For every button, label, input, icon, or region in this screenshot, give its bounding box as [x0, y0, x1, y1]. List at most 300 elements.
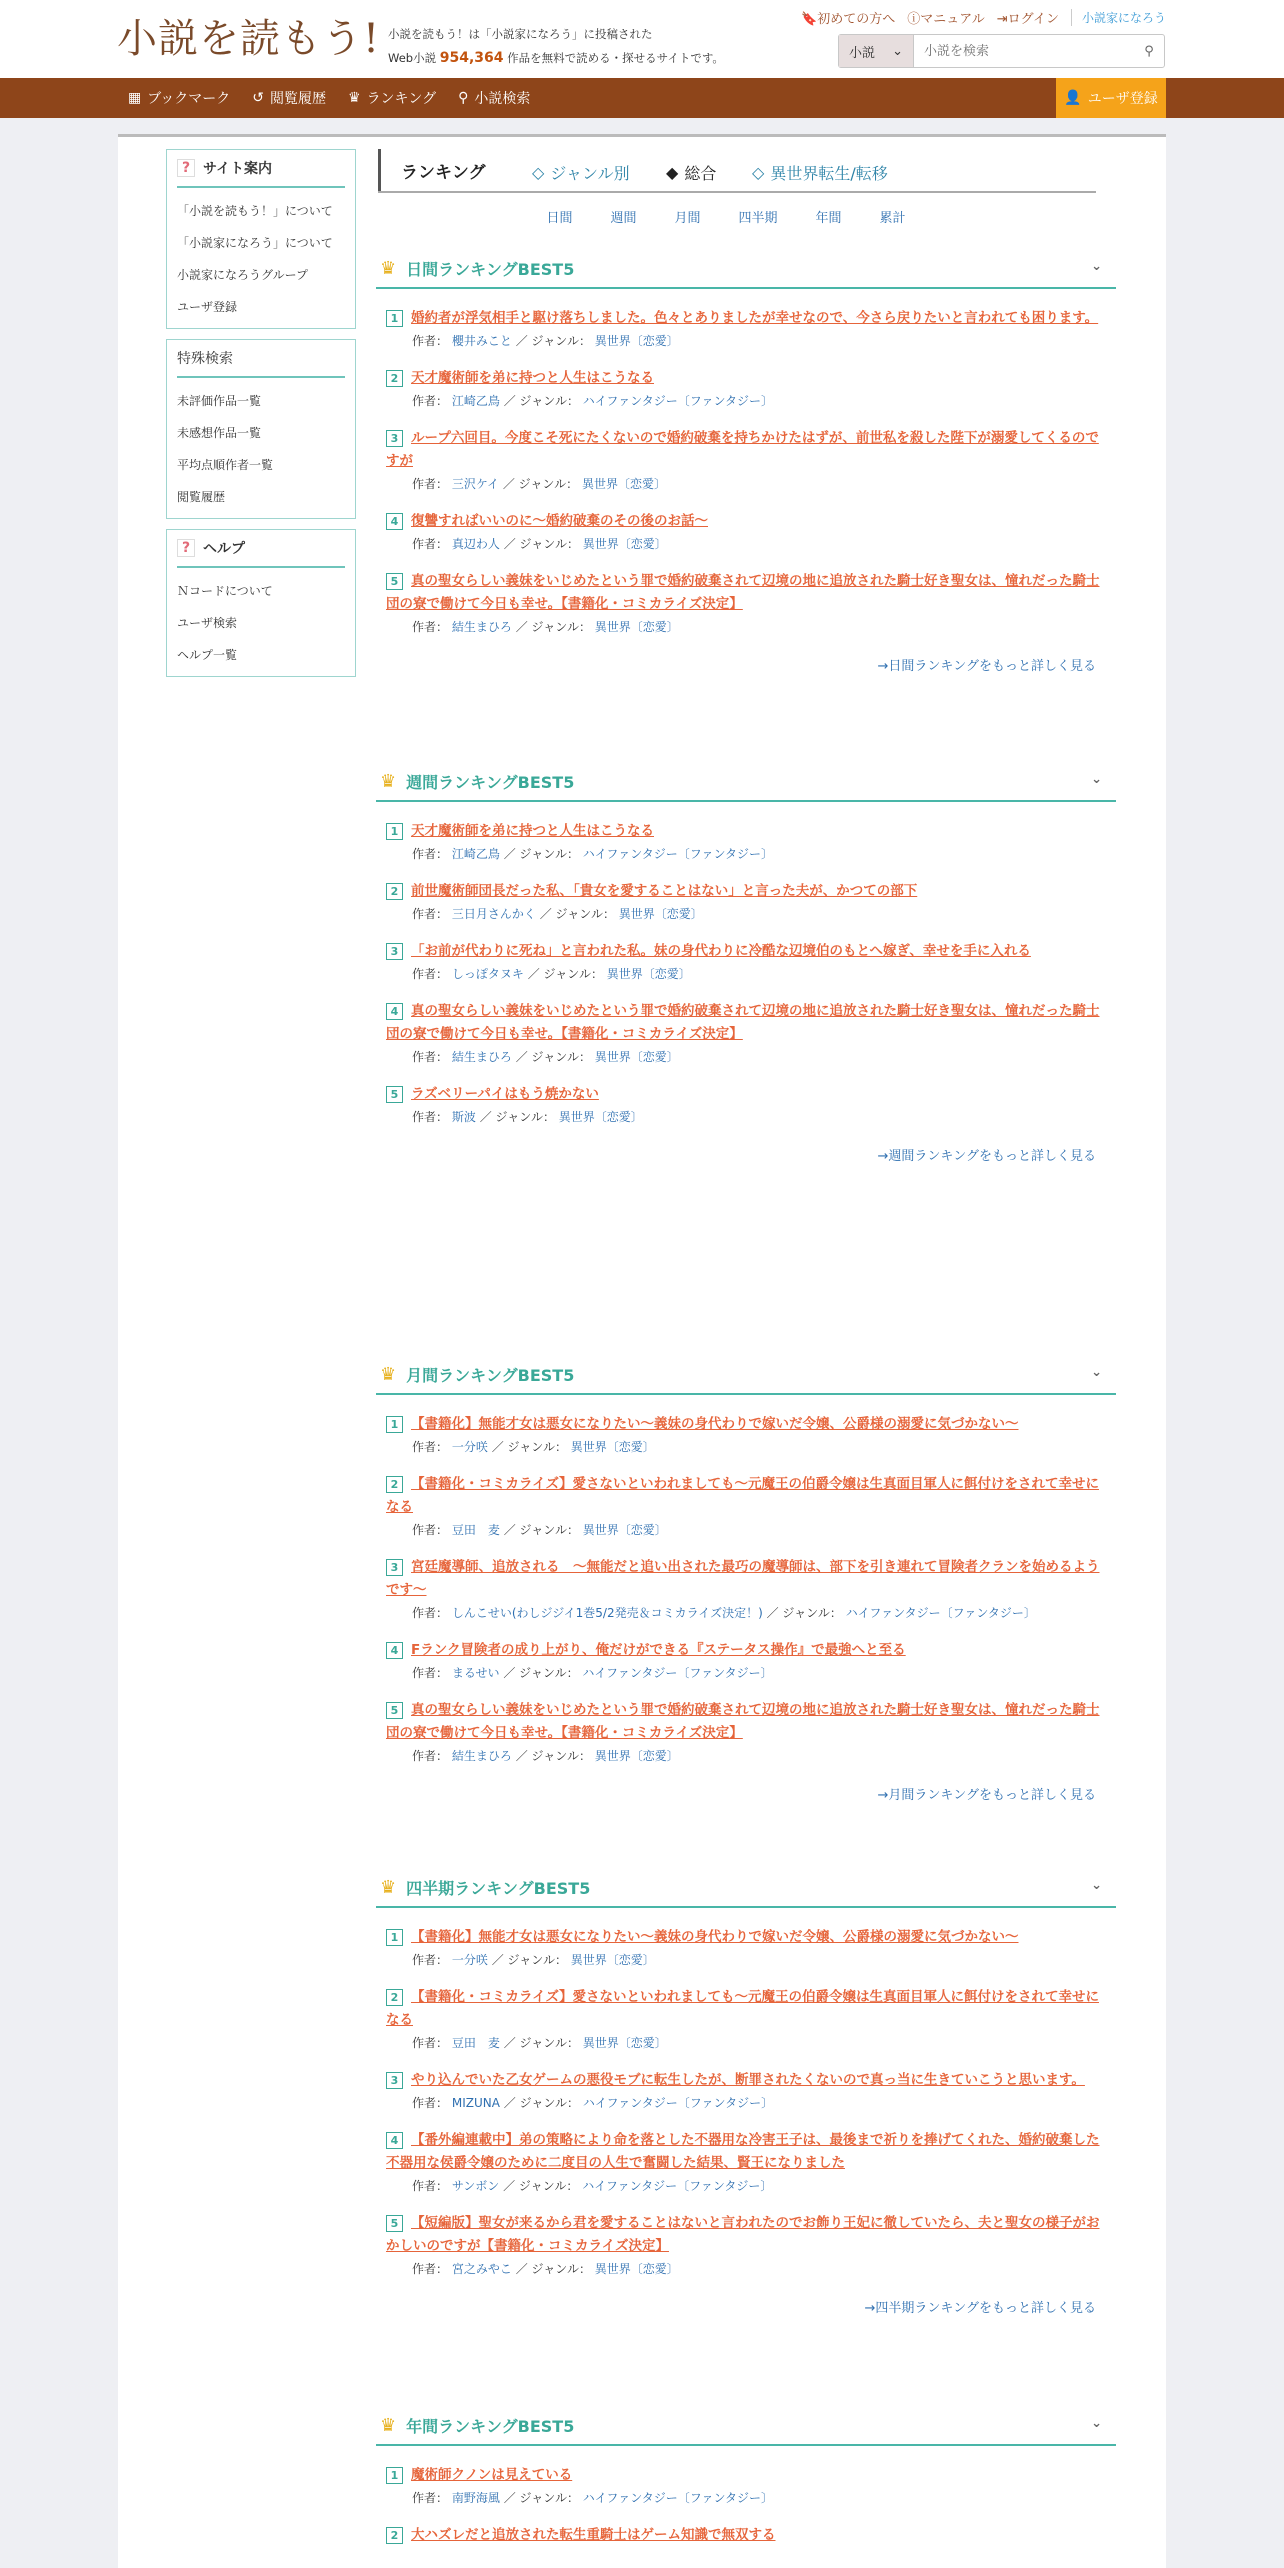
- subtab-cumulative[interactable]: 累計: [879, 211, 906, 226]
- author-link[interactable]: しっぽタヌキ: [451, 967, 524, 981]
- tab-overall[interactable]: [666, 161, 716, 184]
- novel-meta: [412, 1951, 1106, 1968]
- novel-title-link[interactable]: [386, 2072, 1085, 2088]
- content-container: [118, 134, 1166, 2568]
- history-icon: ↺: [252, 90, 264, 106]
- ranking-section: [376, 1868, 1116, 2316]
- novel-meta: [412, 392, 1106, 409]
- genre-label: ／ ジャンル：: [515, 2262, 591, 2276]
- crown-icon: ♛: [380, 2414, 397, 2436]
- novel-title: 【書籍化】無能才女は悪女になりたい～義妹の身代わりで嫁いだ令嬢、公爵様の溺愛に気づかない～: [411, 1416, 1019, 1432]
- genre-label: ／ ジャンル：: [515, 1749, 591, 1763]
- period-subtabs: [376, 207, 1116, 226]
- author-link[interactable]: 江崎乙鳥: [451, 394, 500, 408]
- novel-title-link[interactable]: [386, 1702, 1100, 1741]
- author-label: 作者：: [412, 907, 449, 921]
- ranking-entry: [386, 427, 1106, 492]
- more-ranking-link[interactable]: →月間ランキングをもっと詳しく見る: [877, 1788, 1096, 1803]
- ranking-entry: [386, 307, 1106, 349]
- login-label: ログイン: [1007, 12, 1059, 27]
- subtab-quarterly[interactable]: 四半期: [738, 211, 778, 226]
- first-visit-link[interactable]: [801, 8, 895, 27]
- sidebar-special-search: [166, 339, 356, 519]
- rank-badge: 4: [386, 1642, 403, 1659]
- author-link[interactable]: 結生まひろ: [451, 1749, 512, 1763]
- ranking-entry: [386, 1926, 1106, 1968]
- section-title: 四半期ランキングBEST5: [406, 1878, 591, 1898]
- genre-label: ／ ジャンル：: [503, 2179, 579, 2193]
- nav-search[interactable]: [458, 88, 530, 108]
- sidebar-site-guide: [166, 149, 356, 329]
- novel-title: 【書籍化・コミカライズ】愛さないといわれましても～元魔王の伯爵令嬢は生真面目軍人に餌付けをされて幸せになる: [386, 1476, 1099, 1515]
- novel-meta: [412, 1108, 1106, 1125]
- site-header: [0, 0, 1284, 78]
- genre-label: ／ ジャンル：: [491, 1440, 567, 1454]
- novel-title-link[interactable]: [386, 2132, 1100, 2171]
- chevron-down-icon: ⌄: [892, 43, 903, 59]
- ranking-entry: [386, 1699, 1106, 1764]
- genre-link[interactable]: 異世界〔恋愛〕: [582, 2036, 667, 2050]
- novel-title-link[interactable]: [386, 1559, 1100, 1598]
- main-nav: [0, 78, 1284, 118]
- rank-badge: 3: [386, 943, 403, 960]
- author-label: 作者：: [412, 334, 449, 348]
- ranking-entry: [386, 1000, 1106, 1065]
- novel-meta: [412, 965, 1106, 982]
- nav-ranking-label: ランキング: [366, 91, 437, 107]
- crown-icon: ♛: [348, 90, 361, 106]
- novel-meta: [412, 332, 1106, 349]
- author-link[interactable]: 宮之みやこ: [451, 2262, 512, 2276]
- crown-icon: ♛: [380, 1363, 397, 1385]
- novel-title: 復讐すればいいのに〜婚約破棄のその後のお話〜: [411, 513, 708, 529]
- nav-bookmark[interactable]: [128, 88, 230, 108]
- genre-label: ／ ジャンル：: [503, 1666, 579, 1680]
- sidebar-help-title: [177, 530, 345, 568]
- ranking-entry: [386, 570, 1106, 635]
- ranking-entry: [386, 1473, 1106, 1538]
- rank-badge: 3: [386, 430, 403, 447]
- ranking-section: [376, 762, 1116, 1164]
- author-link[interactable]: 結生まひろ: [451, 1050, 512, 1064]
- genre-link[interactable]: 異世界〔恋愛〕: [618, 907, 703, 921]
- novel-title-link[interactable]: [386, 370, 654, 386]
- novel-title-link[interactable]: [386, 883, 917, 899]
- rank-badge: 4: [386, 513, 403, 530]
- novel-meta: [412, 905, 1106, 922]
- site-description: [388, 22, 724, 70]
- author-label: 作者：: [412, 847, 449, 861]
- genre-label: ／ ジャンル：: [479, 1110, 555, 1124]
- author-link[interactable]: サンボン: [451, 2179, 500, 2193]
- novel-meta: [412, 2094, 1106, 2111]
- ranking-entry: [386, 1639, 1106, 1681]
- novel-title: 大ハズレだと追放された転生重騎士はゲーム知識で無双する: [411, 2527, 776, 2543]
- rank-badge: 5: [386, 2215, 403, 2232]
- ranking-entry: [386, 2464, 1106, 2506]
- novel-title: 宮廷魔導師、追放される ～無能だと追い出された最巧の魔導師は、部下を引き連れて冒険者クランを始めるようです～: [386, 1559, 1100, 1598]
- novel-title: 前世魔術師団長だった私、「貴女を愛することはない」と言った夫が、かつての部下: [411, 883, 918, 899]
- author-link[interactable]: 一分咲: [451, 1440, 488, 1454]
- novel-title: やり込んでいた乙女ゲームの悪役モブに転生したが、断罪されたくないので真っ当に生きていこうと思います。: [411, 2072, 1085, 2088]
- sidebar-link[interactable]: 未感想作品一覧: [177, 425, 262, 440]
- crown-icon: ♛: [380, 257, 397, 279]
- ranking-heading: ランキング: [378, 149, 486, 191]
- site-logo[interactable]: 小説を読もう!: [117, 16, 381, 62]
- section-header[interactable]: [376, 2406, 1116, 2446]
- login-icon: ⇥: [996, 12, 1008, 27]
- rank-badge: 4: [386, 2132, 403, 2149]
- genre-link[interactable]: 異世界〔恋愛〕: [594, 2262, 679, 2276]
- author-link[interactable]: しんこせい(わしジジイ1巻5/2発売＆コミカライズ決定！): [451, 1606, 763, 1620]
- novel-title-link[interactable]: [386, 1929, 1019, 1945]
- author-link[interactable]: 南野海風: [451, 2491, 500, 2505]
- help-heading: ヘルプ: [203, 541, 245, 557]
- genre-link[interactable]: ハイファンタジー〔ファンタジー〕: [582, 847, 773, 861]
- search-type-select[interactable]: [839, 35, 914, 67]
- novel-title-link[interactable]: [386, 1989, 1099, 2028]
- chevron-down-icon[interactable]: ⌄: [1091, 259, 1102, 274]
- genre-label: ／ ジャンル：: [539, 907, 615, 921]
- rank-badge: 1: [386, 2467, 403, 2484]
- help-circle-icon: ⓘ: [907, 12, 921, 27]
- author-link[interactable]: 一分咲: [451, 1953, 488, 1967]
- novel-meta: [412, 1604, 1106, 1621]
- nav-history-label: 閲覧履歴: [270, 91, 326, 107]
- site-description-suffix: 作品を無料で読める・探せるサイトです。: [507, 51, 724, 65]
- genre-link[interactable]: 異世界〔恋愛〕: [558, 1110, 643, 1124]
- sidebar-help: [166, 529, 356, 677]
- novel-title-link[interactable]: [386, 430, 1099, 469]
- chevron-down-icon[interactable]: ⌄: [1091, 772, 1102, 787]
- author-link[interactable]: 豆田 麦: [451, 1523, 500, 1537]
- rank-badge: 5: [386, 1702, 403, 1719]
- sidebar-link[interactable]: 「小説を読もう！」について: [177, 203, 333, 218]
- ranking-entry: [386, 2069, 1106, 2111]
- more-ranking-link[interactable]: →週間ランキングをもっと詳しく見る: [877, 1149, 1096, 1164]
- sidebar-link[interactable]: 閲覧履歴: [177, 489, 226, 504]
- sidebar-link[interactable]: ユーザ登録: [177, 299, 238, 314]
- section-title: 週間ランキングBEST5: [406, 772, 575, 792]
- author-label: 作者：: [412, 620, 449, 634]
- rank-badge: 2: [386, 2527, 403, 2544]
- search-icon: ⚲: [458, 90, 469, 106]
- genre-label: ／ ジャンル：: [503, 2096, 580, 2110]
- user-register-button[interactable]: [1056, 78, 1166, 118]
- rank-badge: 3: [386, 2072, 403, 2089]
- novel-title: 天才魔術師を弟に持つと人生はこうなる: [411, 370, 654, 386]
- novel-title: 婚約者が浮気相手と駆け落ちしました。色々とありましたが幸せなので、今さら戻りたいと言われても困ります。: [411, 310, 1099, 326]
- grid-icon: ▦: [128, 90, 142, 106]
- ranking-main: [376, 137, 1116, 2543]
- book-icon: 🔖: [801, 12, 818, 27]
- novel-meta: [412, 1521, 1106, 1538]
- novel-title: 【書籍化】無能才女は悪女になりたい～義妹の身代わりで嫁いだ令嬢、公爵様の溺愛に気づかない～: [411, 1929, 1019, 1945]
- sidebar-special-search-title: 特殊検索: [177, 340, 345, 378]
- user-icon: 👤: [1064, 90, 1082, 106]
- novel-title-link[interactable]: [386, 1642, 906, 1658]
- site-guide-heading: サイト案内: [203, 161, 273, 177]
- site-description-prefix: Web小説: [388, 51, 437, 65]
- author-link[interactable]: 三日月さんかく: [451, 907, 536, 921]
- novel-meta: [412, 2177, 1106, 2194]
- sidebar-link[interactable]: 小説家になろうグループ: [177, 267, 309, 282]
- sidebar-link[interactable]: 未評価作品一覧: [177, 393, 262, 408]
- genre-label: ／ ジャンル：: [502, 477, 579, 491]
- ranking-entry: [386, 1556, 1106, 1621]
- genre-label: ／ ジャンル：: [503, 2491, 579, 2505]
- rank-badge: 2: [386, 883, 403, 900]
- author-label: 作者：: [412, 537, 449, 551]
- genre-label: ／ ジャンル：: [503, 1523, 579, 1537]
- rank-badge: 1: [386, 823, 403, 840]
- ranking-entry: [386, 1413, 1106, 1455]
- genre-link[interactable]: 異世界〔恋愛〕: [594, 1050, 679, 1064]
- novel-meta: [412, 535, 1106, 552]
- novel-title: 真の聖女らしい義妹をいじめたという罪で婚約破棄されて辺境の地に追放された騎士好き聖女は、憧れだった騎士団の寮で働けて今日も幸せ。【書籍化・コミカライズ決定】: [386, 573, 1100, 612]
- rank-badge: 2: [386, 370, 403, 387]
- novel-meta: [412, 475, 1106, 492]
- novel-title-link[interactable]: [386, 310, 1098, 326]
- rank-badge: 1: [386, 1416, 403, 1433]
- rank-badge: 1: [386, 310, 403, 327]
- author-label: 作者：: [412, 394, 449, 408]
- author-link[interactable]: 江崎乙鳥: [451, 847, 500, 861]
- author-link[interactable]: 斯波: [451, 1110, 476, 1124]
- genre-link[interactable]: 異世界〔恋愛〕: [582, 1523, 667, 1537]
- manual-link[interactable]: [907, 8, 985, 27]
- search-bar: [838, 34, 1165, 68]
- author-label: 作者：: [412, 1440, 449, 1454]
- genre-link[interactable]: ハイファンタジー〔ファンタジー〕: [582, 2491, 773, 2505]
- user-register-label: ユーザ登録: [1087, 91, 1158, 107]
- novel-title-link[interactable]: [386, 1476, 1099, 1515]
- novel-title: ラズベリーパイはもう焼かない: [411, 1086, 599, 1102]
- author-link[interactable]: 真辺わ人: [451, 537, 500, 551]
- novel-title-link[interactable]: [386, 1086, 599, 1102]
- novel-meta: [412, 2260, 1106, 2277]
- genre-link[interactable]: 異世界〔恋愛〕: [606, 967, 691, 981]
- ranking-entry: [386, 880, 1106, 922]
- ranking-entry: [386, 510, 1106, 552]
- sidebar-site-guide-title: [177, 150, 345, 188]
- chevron-down-icon[interactable]: ⌄: [1091, 1365, 1102, 1380]
- work-count: 954,364: [439, 50, 504, 66]
- genre-link[interactable]: 異世界〔恋愛〕: [594, 620, 679, 634]
- rank-badge: 5: [386, 573, 403, 590]
- ranking-entry: [386, 2212, 1106, 2277]
- author-label: 作者：: [412, 2096, 449, 2110]
- ranking-entry: [386, 1083, 1106, 1125]
- genre-label: ／ ジャンル：: [527, 967, 603, 981]
- search-input[interactable]: [914, 35, 1134, 67]
- subtab-monthly[interactable]: 月間: [674, 211, 701, 226]
- novel-title: 「お前が代わりに死ね」と言われた私。妹の身代わりに冷酷な辺境伯のもとへ嫁ぎ、幸せを手に入れる: [411, 943, 1031, 959]
- genre-label: ／ ジャンル：: [491, 1953, 567, 1967]
- tab-overall-label: 総合: [684, 164, 717, 183]
- genre-label: ／ ジャンル：: [515, 334, 591, 348]
- ranking-entry: [386, 2129, 1106, 2194]
- crown-icon: ♛: [380, 770, 397, 792]
- more-ranking-link[interactable]: →四半期ランキングをもっと詳しく見る: [864, 2301, 1096, 2316]
- novel-meta: [412, 845, 1106, 862]
- nav-search-label: 小説検索: [474, 91, 531, 107]
- novel-title: 【短編版】聖女が来るから君を愛することはないと言われたのでお飾り王妃に徹していたら、夫と聖女の様子がおかしいのですが【書籍化・コミカライズ決定】: [386, 2215, 1100, 2254]
- nav-bookmark-label: ブックマーク: [147, 91, 231, 107]
- novel-meta: [412, 1747, 1106, 1764]
- section-header[interactable]: [376, 762, 1116, 802]
- chevron-down-icon[interactable]: ⌄: [1091, 2416, 1102, 2431]
- sidebar-link[interactable]: ユーザ検索: [177, 615, 238, 630]
- author-label: 作者：: [412, 1606, 449, 1620]
- rank-badge: 4: [386, 1003, 403, 1020]
- novel-meta: [412, 1048, 1106, 1065]
- novel-meta: [412, 2034, 1106, 2051]
- genre-link[interactable]: 異世界〔恋愛〕: [594, 334, 679, 348]
- author-label: 作者：: [412, 1050, 449, 1064]
- novel-title-link[interactable]: [386, 2467, 572, 2483]
- section-header[interactable]: [376, 1355, 1116, 1395]
- sidebar: [166, 149, 356, 687]
- section-title: 月間ランキングBEST5: [406, 1365, 575, 1385]
- genre-label: ／ ジャンル：: [515, 1050, 591, 1064]
- genre-label: ／ ジャンル：: [503, 2036, 579, 2050]
- genre-link[interactable]: 異世界〔恋愛〕: [582, 537, 667, 551]
- rank-badge: 5: [386, 1086, 403, 1103]
- question-icon: ?: [177, 539, 195, 557]
- genre-label: ／ ジャンル：: [515, 620, 591, 634]
- tab-divider: [378, 191, 1096, 193]
- author-label: 作者：: [412, 1523, 449, 1537]
- genre-label: ／ ジャンル：: [503, 394, 579, 408]
- author-link[interactable]: 結生まひろ: [451, 620, 512, 634]
- genre-link[interactable]: ハイファンタジー〔ファンタジー〕: [845, 1606, 1036, 1620]
- novel-meta: [412, 1438, 1106, 1455]
- author-label: 作者：: [412, 2036, 449, 2050]
- genre-label: ／ ジャンル：: [503, 537, 579, 551]
- question-icon: ?: [177, 159, 195, 177]
- ranking-entry: [386, 2524, 1106, 2547]
- author-link[interactable]: 三沢ケイ: [451, 477, 500, 491]
- novel-title-link[interactable]: [386, 2215, 1100, 2254]
- author-label: 作者：: [412, 2491, 449, 2505]
- ranking-tabs: [376, 137, 1116, 217]
- tab-isekai-label: 異世界転生/転移: [770, 164, 888, 183]
- site-description-line2: [388, 46, 724, 70]
- novel-meta: [412, 618, 1106, 635]
- tab-genre[interactable]: [532, 161, 630, 184]
- author-link[interactable]: まるせい: [451, 1666, 500, 1680]
- sidebar-link[interactable]: ヘルプ一覧: [177, 647, 238, 662]
- diamond-outline-icon: ◇: [752, 163, 765, 182]
- novel-title: 【番外編連載中】弟の策略により命を落とした不器用な冷害王子は、最後まで祈りを捧げてくれた、婚約破棄した不器用な侯爵令嬢のために二度目の人生で奮闘した結果、賢王になりました: [386, 2132, 1100, 2171]
- novel-title-link[interactable]: [386, 2527, 776, 2543]
- ranking-section: [376, 2406, 1116, 2547]
- author-link[interactable]: MIZUNA: [451, 2096, 500, 2110]
- nav-history[interactable]: [252, 88, 326, 108]
- author-label: 作者：: [412, 2262, 449, 2276]
- more-ranking-link[interactable]: →日間ランキングをもっと詳しく見る: [877, 659, 1096, 674]
- genre-link[interactable]: ハイファンタジー〔ファンタジー〕: [582, 2179, 773, 2193]
- section-title: 日間ランキングBEST5: [406, 259, 575, 279]
- manual-label: マニュアル: [920, 12, 985, 27]
- novel-title-link[interactable]: [386, 943, 1031, 959]
- genre-label: ／ ジャンル：: [503, 847, 579, 861]
- ranking-entry: [386, 1986, 1106, 2051]
- novel-title: Fランク冒険者の成り上がり、俺だけができる『ステータス操作』で最強へと至る: [411, 1642, 906, 1658]
- diamond-outline-icon: ◇: [532, 163, 545, 182]
- author-label: 作者：: [412, 477, 449, 491]
- subtab-daily[interactable]: 日間: [546, 211, 573, 226]
- author-link[interactable]: 豆田 麦: [451, 2036, 500, 2050]
- sidebar-link[interactable]: Ｎコードについて: [177, 583, 273, 598]
- author-label: 作者：: [412, 1666, 449, 1680]
- genre-link[interactable]: 異世界〔恋愛〕: [594, 1749, 679, 1763]
- genre-link[interactable]: ハイファンタジー〔ファンタジー〕: [582, 2096, 774, 2110]
- subtab-yearly[interactable]: 年間: [815, 211, 842, 226]
- genre-link[interactable]: 異世界〔恋愛〕: [570, 1953, 655, 1967]
- section-title: 年間ランキングBEST5: [406, 2416, 575, 2436]
- sidebar-link[interactable]: 平均点順作者一覧: [177, 457, 274, 472]
- novel-title: 【書籍化・コミカライズ】愛さないといわれましても～元魔王の伯爵令嬢は生真面目軍人に餌付けをされて幸せになる: [386, 1989, 1099, 2028]
- novel-title: 真の聖女らしい義妹をいじめたという罪で婚約破棄されて辺境の地に追放された騎士好き聖女は、憧れだった騎士団の寮で働けて今日も幸せ。【書籍化・コミカライズ決定】: [386, 1003, 1100, 1042]
- tab-genre-label: ジャンル別: [550, 164, 630, 183]
- rank-badge: 3: [386, 1559, 403, 1576]
- section-header[interactable]: [376, 249, 1116, 289]
- novel-title-link[interactable]: [386, 1416, 1019, 1432]
- section-header[interactable]: [376, 1868, 1116, 1908]
- novel-meta: [412, 1664, 1106, 1681]
- first-visit-label: 初めての方へ: [817, 12, 896, 27]
- genre-link[interactable]: 異世界〔恋愛〕: [570, 1440, 655, 1454]
- diamond-filled-icon: ◆: [666, 163, 679, 182]
- login-link[interactable]: [997, 8, 1059, 27]
- author-label: 作者：: [412, 1749, 449, 1763]
- site-description-line1: 小説を読もう！は「小説家になろう」に投稿された: [388, 27, 653, 41]
- sidebar-link[interactable]: 「小説家になろう」について: [177, 235, 333, 250]
- crown-icon: ♛: [380, 1876, 397, 1898]
- novel-title: 魔術師クノンは見えている: [411, 2467, 573, 2483]
- novel-title: ループ六回目。今度こそ死にたくないので婚約破棄を持ちかけたはずが、前世私を殺した陛下が溺愛してくるのですが: [386, 430, 1099, 469]
- novel-title-link[interactable]: [386, 573, 1100, 612]
- genre-link[interactable]: ハイファンタジー〔ファンタジー〕: [582, 394, 773, 408]
- author-label: 作者：: [412, 1110, 449, 1124]
- ranking-section: [376, 1355, 1116, 1803]
- novel-title-link[interactable]: [386, 513, 708, 529]
- search-icon: ⚲: [1144, 43, 1154, 59]
- tab-isekai[interactable]: [752, 161, 888, 184]
- ranking-entry: [386, 940, 1106, 982]
- novel-title-link[interactable]: [386, 1003, 1100, 1042]
- genre-link[interactable]: ハイファンタジー〔ファンタジー〕: [582, 1666, 773, 1680]
- novel-title: 真の聖女らしい義妹をいじめたという罪で婚約破棄されて辺境の地に追放された騎士好き聖女は、憧れだった騎士団の寮で働けて今日も幸せ。【書籍化・コミカライズ決定】: [386, 1702, 1100, 1741]
- author-label: 作者：: [412, 2179, 449, 2193]
- rank-badge: 2: [386, 1476, 403, 1493]
- narou-logo-link[interactable]: 小説家になろう: [1071, 9, 1166, 26]
- genre-link[interactable]: 異世界〔恋愛〕: [581, 477, 666, 491]
- ranking-entry: [386, 367, 1106, 409]
- nav-ranking[interactable]: [348, 88, 436, 108]
- novel-meta: [412, 2489, 1106, 2506]
- author-label: 作者：: [412, 1953, 449, 1967]
- novel-title-link[interactable]: [386, 823, 654, 839]
- top-links: [801, 8, 1166, 27]
- author-label: 作者：: [412, 967, 449, 981]
- author-link[interactable]: 櫻井みこと: [451, 334, 512, 348]
- chevron-down-icon[interactable]: ⌄: [1091, 1878, 1102, 1893]
- subtab-weekly[interactable]: 週間: [610, 211, 637, 226]
- search-button[interactable]: [1134, 35, 1164, 67]
